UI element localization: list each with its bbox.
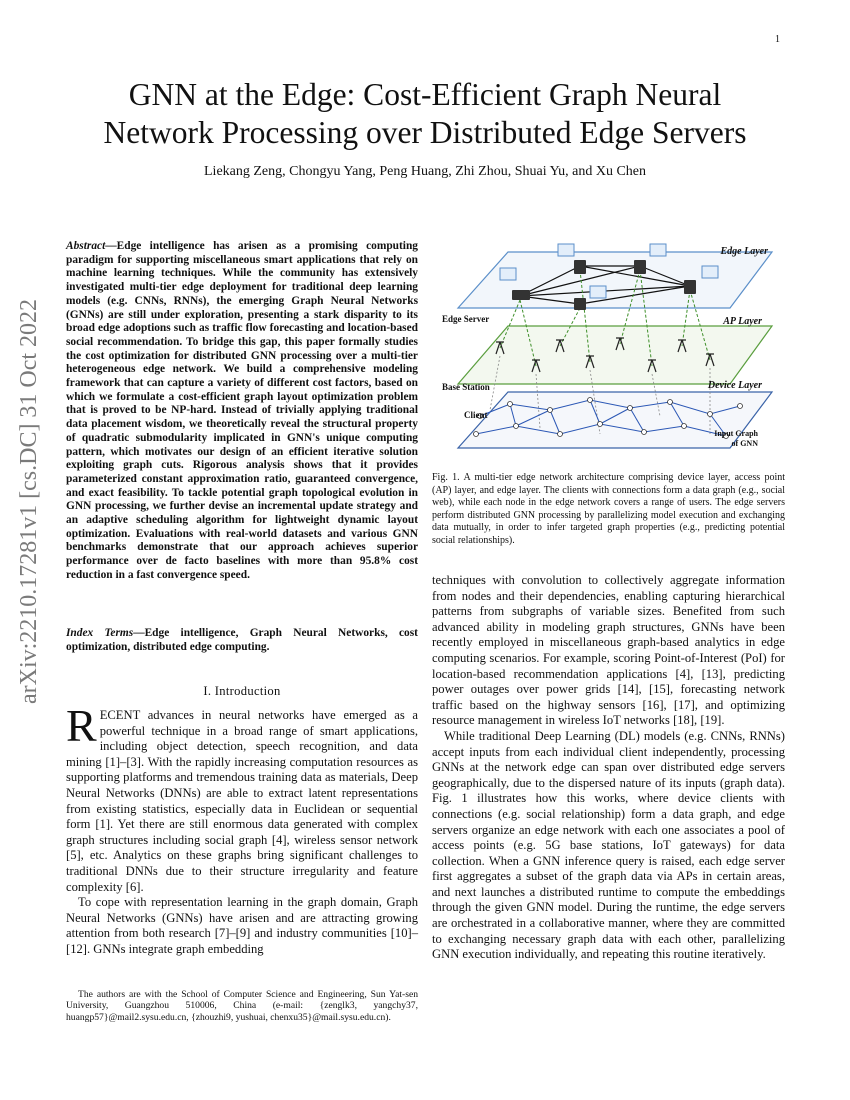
- footnote-text: The authors are with the School of Computer Science and Engineering, Sun Yat-sen University, Guangzhou 510006, China (e-mail: {zenglk3, yangchy37, huangp57}@mail2.sysu.edu.cn, {zhouzhi9, yushuai, chenxu35}@mail.sysu.edu.cn).: [66, 989, 418, 1023]
- base-station-label: Base Station: [442, 382, 490, 392]
- introduction-body: [66, 700, 418, 958]
- figure-caption: Fig. 1. A multi-tier edge network architecture comprising device layer, access point (AP) layer, and edge layer. The clients with connections form a data graph (e.g., social web), while each node in the edge network covers a range of users. The edge servers perform distributed GNN processing by parallelizing model execution and exchanging data mutually, in order to infer targeted graph properties (e.g., predicting potential social relationships).: [432, 472, 785, 546]
- intro-paragraph-2: To cope with representation learning in the graph domain, Graph Neural Networks (GNNs) have arisen and are attracting growing attention from both research [7]–[9] and industry communities [10]–[12]. GNNs integrate graph embedding: [66, 895, 418, 956]
- paper-title: [64, 76, 786, 152]
- right-column-body: [432, 573, 785, 963]
- author-list: Liekang Zeng, Chongyu Yang, Peng Huang, Zhi Zhou, Shuai Yu, and Xu Chen: [204, 164, 646, 179]
- abstract: [66, 240, 418, 583]
- right-paragraph-1: techniques with convolution to collectively aggregate information from nodes and their dependencies, enabling capturing hierarchical patterns from subgraphs of variable sizes. Benefited from such advanced ability in modeling graph structures, GNNs have been recently employed in miscellaneous graph-based analytics in edge computing scenarios. For example, scoring Point-of-Interest (PoI) for location-based recommendation applications [4], [13], predicting power outages over power grids [14], [15], forecasting network traffic based on the highway sensors [16], [17], and optimizing resource management in wireless IoT networks [18], [19].: [432, 573, 785, 728]
- figure-1: [440, 238, 780, 464]
- right-paragraph-2: While traditional Deep Learning (DL) models (e.g. CNNs, RNNs) accept inputs from each individual client independently, processing GNNs at the network edge can span over distributed edge servers geographically, due to the dispersed nature of its inputs (graph data). Fig. 1 illustrates how this works, where device clients with connections (e.g. social relationship) form a data graph, and edge servers organize an edge network with each one associates a pool of access points (e.g. 5G base stations, IoT gateways) for data collection. When a GNN inference query is raised, each edge server first aggregates a subset of the graph data via APs in certain areas, and next launches a distributed runtime to compute the embeddings through the given GNN model. During the runtime, the edge servers are orchestrated in a collaborative manner, where they are committed to exchanging necessary graph data with each other, parallelizing GNN execution individually, and repeating this routine iteratively.: [432, 728, 785, 962]
- intro-paragraph-1-text: ECENT advances in neural networks have emerged as a powerful technique in a broad range of smart applications, including object detection, speech recognition, and data mining [1]–[3]. With the rapidly increasing computation resources as supporting platforms and tremendous training data as materials, Deep Neural Networks (DNNs) are able to extract latent representations from existing statistics, especially data in Euclidean or sequential form [1]. Yet there are still enormous data generated with complex graph structures including social graph [4], wireless sensor network [5], etc. Analytics on these graphs bring significant challenges to traditional DNNs due to their structure irregularity and feature complexity [6].: [66, 708, 418, 894]
- title-line-2: Network Processing over Distributed Edge Servers: [103, 115, 747, 150]
- abstract-lead: Abstract: [66, 240, 106, 252]
- arxiv-stamp: [4, 292, 48, 712]
- device-layer-label: Device Layer: [707, 380, 762, 391]
- author-footnote: [66, 989, 418, 1023]
- page-number: 1: [775, 34, 780, 45]
- network-diagram: [440, 238, 780, 464]
- ap-layer-label: AP Layer: [723, 316, 762, 327]
- abstract-body: —Edge intelligence has arisen as a promising computing paradigm for supporting miscellaneous smart applications that rely on machine learning techniques. While the community has extensively investigated multi-tier edge deployment for traditional deep learning models (e.g. CNNs, RNNs), the emerging Graph Neural Networks (GNNs) are still under exploration, presenting a stark disparity to its broad edge adoptions such as traffic flow forecasting and location-based social recommendation. To bridge this gap, this paper formally studies the cost optimization for distributed GNN processing over a multi-tier heterogeneous edge network. We build a comprehensive modeling framework that can capture a variety of different cost factors, based on which we formulate a cost-efficient graph layout optimization problem that is proved to be NP-hard. Instead of trivially applying traditional data placement wisdom, we theoretically reveal the structural property of quadratic submodularity implicated in GNN's unique computing pattern, which motivates our design of an efficient iterative solution exploiting graph cuts. Rigorous analysis shows that it provides parameterized constant approximation ratio, guaranteed convergence, and exact feasibility. To tackle potential graph topological evolution in GNN processing, we further devise an incremental update strategy and an adaptive scheduling algorithm for lightweight dynamic layout optimization. Evaluations with real-world datasets and various GNN benchmarks demonstrate that our approach achieves superior performance over de facto baselines with more than 95.8% cost reduction in a fast convergence speed.: [66, 240, 418, 581]
- input-graph-label-2: of GNN: [731, 439, 758, 448]
- title-line-1: GNN at the Edge: Cost-Efficient Graph Neural: [128, 77, 722, 112]
- arxiv-id-text: arXiv:2210.17281v1 [cs.DC] 31 Oct 2022: [16, 298, 42, 704]
- client-label: Client: [464, 410, 488, 420]
- device-layer-plane: [458, 392, 772, 448]
- edge-layer-label: Edge Layer: [720, 246, 768, 257]
- intro-paragraph-1: [66, 700, 418, 895]
- index-terms-lead: Index Terms: [66, 627, 134, 639]
- section-heading: I. Introduction: [203, 684, 281, 698]
- drop-cap: R: [66, 700, 97, 751]
- index-terms-body: —Edge intelligence, Graph Neural Networks, cost optimization, distributed edge computing.: [66, 627, 418, 653]
- index-terms: [66, 627, 418, 654]
- input-graph-label-1: Input Graph: [714, 429, 758, 438]
- edge-server-label: Edge Server: [442, 314, 490, 324]
